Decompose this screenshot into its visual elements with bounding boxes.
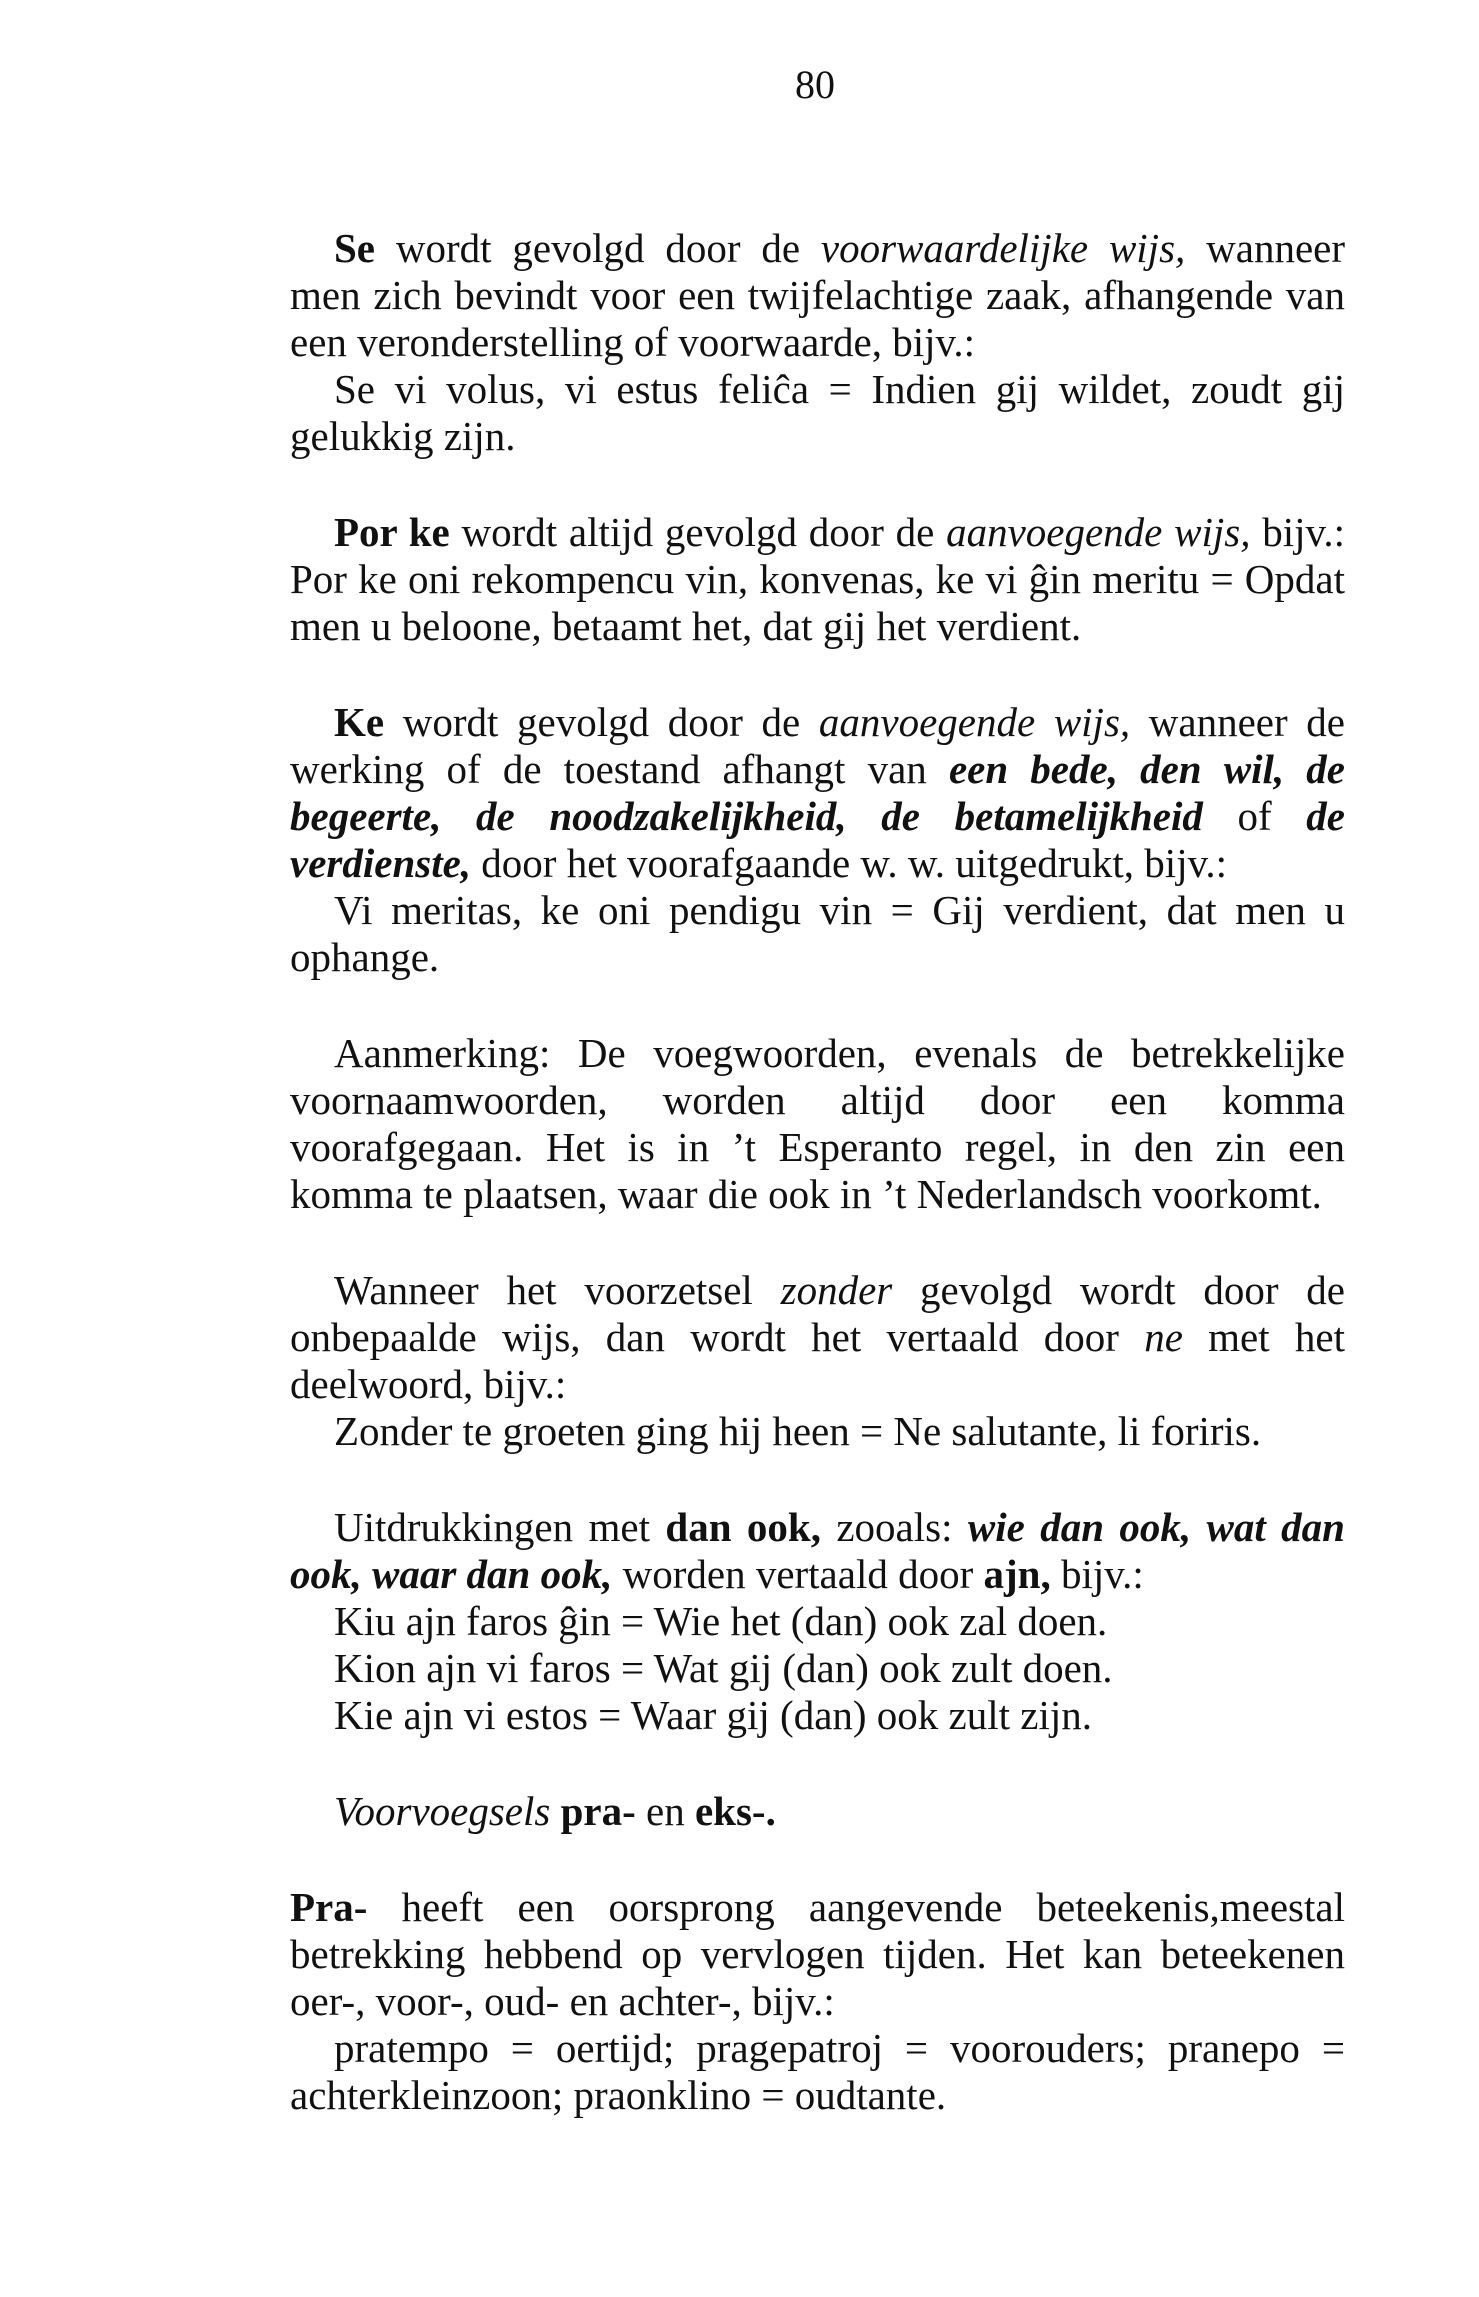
paragraph-pra-body: Pra- heeft een oorsprong aangevende beteekenis,meestal betrekking hebbend op vervlogen tijden. Het kan beteekenen oer-, voor-, oud- en achter-, bijv.: <box>290 1884 1345 2024</box>
section-heading <box>290 1788 1345 1835</box>
keyword-pra: Pra- <box>290 1884 368 1930</box>
paragraph-ke-body: Ke wordt gevolgd door de aanvoegende wijs, wanneer de werking of de toestand afhangt van een bede, den wil, de begeerte, de noodzakelijkheid, de betamelijkheid of de verdienste, door het voorafgaande w. w. uitgedrukt, bijv.: <box>290 699 1345 886</box>
example-danook-3: Kie ajn vi estos = Waar gij (dan) ook zult zijn. <box>334 1692 1093 1738</box>
section-heading-text: Voorvoegsels pra- en eks-. <box>334 1788 776 1834</box>
paragraph-zonder-body: Wanneer het voorzetsel zonder gevolgd wordt door de onbepaalde wijs, dan wordt het vertaald door ne met het deelwoord, bijv.: <box>290 1267 1346 1407</box>
paragraph-se-body: Se wordt gevolgd door de voorwaardelijke wijs, wanneer men zich bevindt voor een twijfelachtige zaak, afhangende van een veronderstelling of voorwaarde, bijv.: <box>290 225 1346 365</box>
paragraph-porke <box>290 509 1345 650</box>
paragraph-se <box>290 225 1345 460</box>
paragraph-aanmerking <box>290 1030 1345 1218</box>
page-number: 80 <box>795 62 835 107</box>
example-ke: Vi meritas, ke oni pendigu vin = Gij verdient, dat men u ophange. <box>290 887 1345 980</box>
paragraph-ke <box>290 699 1345 981</box>
example-pra: pratempo = oertijd; pragepatroj = voorouders; pranepo = achterkleinzoon; praonklino = oudtante. <box>290 2025 1345 2118</box>
keyword-ke: Ke <box>334 699 385 745</box>
example-zonder: Zonder te groeten ging hij heen = Ne salutante, li foriris. <box>334 1408 1262 1454</box>
example-danook-2: Kion ajn vi faros = Wat gij (dan) ook zult doen. <box>334 1645 1113 1691</box>
book-page <box>290 60 1345 2168</box>
paragraph-danook-body: Uitdrukkingen met dan ook, zooals: wie dan ook, wat dan ook, waar dan ook, worden vertaald door ajn, bijv.: <box>290 1504 1345 1597</box>
keyword-porke: Por ke <box>334 509 450 555</box>
keyword-se: Se <box>334 225 375 271</box>
paragraph-aanmerking-body: Aanmerking: De voegwoorden, evenals de betrekkelijke voornaamwoorden, worden altijd door een komma voorafgegaan. Het is in ’t Esperanto regel, in den zin een komma te plaatsen, waar die ook in ’t Nederlandsch voorkomt. <box>290 1030 1345 1217</box>
paragraph-pra <box>290 1884 1345 2119</box>
paragraph-danook <box>290 1504 1345 1739</box>
example-se: Se vi volus, vi estus feliĉa = Indien gij wildet, zoudt gij gelukkig zijn. <box>290 366 1345 459</box>
example-danook-1: Kiu ajn faros ĝin = Wie het (dan) ook zal doen. <box>334 1598 1108 1644</box>
paragraph-porke-body: Por ke wordt altijd gevolgd door de aanvoegende wijs, bijv.: Por ke oni rekompencu vin, konvenas, ke vi ĝin meritu = Opdat men u beloone, betaamt het, dat gij het verdient. <box>290 509 1345 649</box>
paragraph-zonder <box>290 1267 1345 1455</box>
